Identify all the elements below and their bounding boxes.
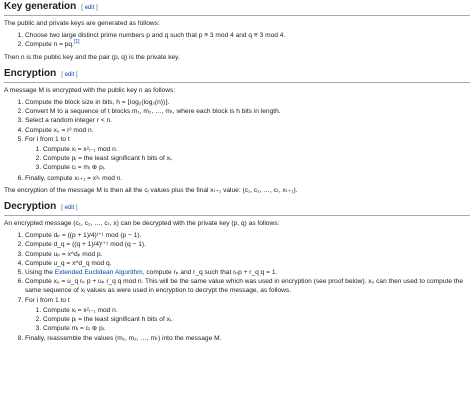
encryption-step: 4. Compute x₀ = r² mod n.	[25, 126, 470, 135]
heading-text: Key generation	[4, 1, 77, 12]
encryption-step: 3. Select a random integer r < n.	[25, 116, 470, 125]
encryption-step: 1. Compute the block size in bits, h = ⌊log₂(log₂(n))⌋.	[25, 98, 470, 107]
keygen-outro: Then n is the public key and the pair (p, q) is the private key.	[4, 53, 180, 61]
encryption-substeps	[25, 145, 470, 173]
encryption-step: 6. Finally, compute xₜ₊₁ = x²ₜ mod n.	[25, 174, 470, 183]
decryption-substep: 3. Compute mᵢ = cᵢ ⊕ pᵢ.	[43, 324, 470, 333]
keygen-steps	[4, 31, 470, 49]
section-heading-decryption	[4, 201, 470, 216]
decryption-step: 2. Compute d_q = ((q + 1)/4)ᵗ⁺¹ mod (q − 1).	[25, 240, 470, 249]
keygen-step-2	[25, 40, 470, 49]
decryption-step: 8. Finally, reassemble the values (m₁, m₂, …, mₜ) into the message M.	[25, 334, 470, 343]
edit-link-wrapper: [ edit ]	[61, 71, 78, 78]
heading-text: Encryption	[4, 67, 57, 79]
encryption-step-loop	[25, 135, 470, 173]
keygen-intro: The public and private keys are generated as follows:	[4, 20, 160, 27]
edit-link[interactable]: edit	[64, 205, 75, 212]
heading-text: Decryption	[4, 201, 57, 213]
decryption-substeps	[25, 306, 470, 334]
encryption-substep: 1. Compute xᵢ = x²ᵢ₋₁ mod n.	[43, 145, 470, 154]
decryption-step: 1. Compute dₚ = ((p + 1)/4)ᵗ⁺¹ mod (p − 1).	[25, 231, 470, 240]
encryption-substep: 3. Compute cᵢ = mᵢ ⊕ pᵢ.	[43, 163, 470, 172]
decryption-step-loop	[25, 296, 470, 334]
decryption-intro: An encrypted message (c₁, c₂, …, cₜ, x) can be decrypted with the private key (p, q) as follows:	[4, 220, 280, 228]
decryption-step-euclid	[25, 268, 470, 277]
step-text: Using the	[25, 269, 55, 277]
decryption-substep: 2. Compute pᵢ = the least significant h bits of xᵢ.	[43, 315, 470, 324]
encryption-steps	[4, 98, 470, 183]
keygen-step-1: 1. Choose two large distinct prime numbers p and q such that p ≡ 3 mod 4 and q ≡ 3 mod 4.	[25, 31, 470, 40]
reference-link[interactable]: [1]	[73, 39, 80, 46]
decryption-substep: 1. Compute xᵢ = x²ᵢ₋₁ mod n.	[43, 306, 470, 315]
edit-link-wrapper: [ edit ]	[61, 205, 78, 212]
encryption-intro: A message M is encrypted with the public key n as follows:	[4, 86, 176, 94]
keygen-step-2-text: Compute n = pq.	[25, 41, 74, 49]
section-heading-encryption	[4, 68, 470, 83]
loop-text: For i from 1 to t	[25, 296, 70, 304]
encryption-outro: The encryption of the message M is then all the cᵢ values plus the final xₜ₊₁ value: (c₁, c₂, …, cₜ, xₜ₊₁).	[4, 186, 298, 194]
encryption-substep: 2. Compute pᵢ = the least significant h bits of xᵢ.	[43, 154, 470, 163]
section-heading-key-generation	[4, 1, 470, 16]
decryption-step: 3. Compute uₚ = x^dₚ mod p.	[25, 250, 470, 259]
edit-link-wrapper: [ edit ]	[81, 5, 98, 11]
loop-text: For i from 1 to t	[25, 135, 70, 143]
decryption-step: 4. Compute u_q = x^d_q mod q.	[25, 259, 470, 268]
extended-euclidean-link[interactable]: Extended Euclidean Algorithm	[54, 269, 143, 277]
decryption-step: 6. Compute x₀ = u_q rₚ p + uₚ r_q q mod n. This will be the same value which was used in encryption (see proof below). x₀ can then used to compute the same sequence of xᵢ values as were used in encryption to decrypt the message, as follows.	[25, 277, 470, 295]
edit-link[interactable]: edit	[64, 71, 75, 78]
step-text: , compute rₚ and r_q such that rₚp + r_q q = 1.	[142, 269, 278, 277]
decryption-steps	[4, 231, 470, 343]
encryption-step: 2. Convert M to a sequence of t blocks m₁, m₂, …, mₜ, where each block is h bits in length.	[25, 107, 470, 116]
edit-link[interactable]: edit	[84, 5, 95, 11]
